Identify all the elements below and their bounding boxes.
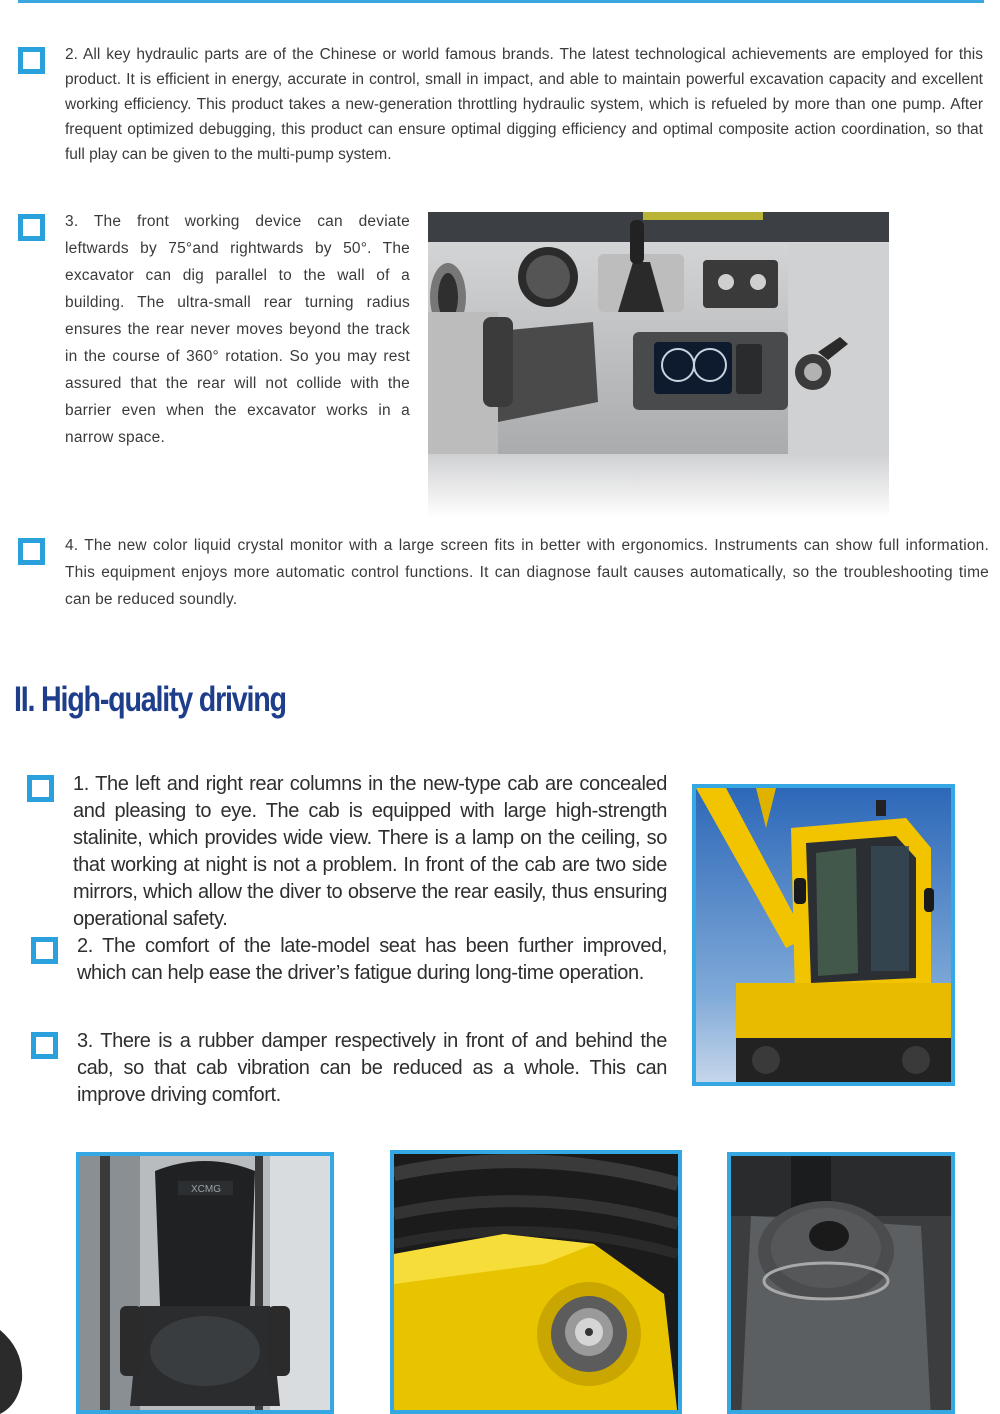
bullet-square-icon (27, 775, 54, 802)
bullet-square-icon (18, 538, 45, 565)
bullet-square-icon (18, 47, 45, 74)
bullet-square-icon (31, 1032, 58, 1059)
seat-comfort-paragraph: 2. The comfort of the late-model seat has been further improved, which can help ease the driver’s fatigue during long-time operation. (77, 935, 667, 984)
section-heading-driving: II. High-quality driving (14, 680, 286, 719)
pin-joint-photo (390, 1150, 682, 1414)
cab-dashboard-photo (428, 212, 889, 517)
front-device-paragraph: 3. The front working device can deviate leftwards by 75°and rightwards by 50°. The excavator can dig parallel to the wall of a building. The ultra-small rear turning radius ensures the rear never moves beyond the track in the course of 360° rotation. So you may rest assured that the rear will not collide with the barrier even when the excavator works in a narrow space. (65, 213, 410, 446)
edge-fragment-photo (0, 1330, 24, 1414)
top-divider-line (18, 0, 984, 3)
monitor-paragraph: 4. The new color liquid crystal monitor with a large screen fits in better with ergonomics. Instruments can show full information. This equipment enjoys more automatic control functions. It can diagnose fault causes automatically, so the troubleshooting time can be reduced soundly. (65, 537, 989, 608)
seat-logo-text: XCMG (191, 1184, 221, 1195)
cab-columns-paragraph: 1. The left and right rear columns in the new-type cab are concealed and pleasing to eye. The cab is equipped with large high-strength stalinite, which provides wide view. There is a lamp on the ceiling, so that working at night is not a problem. In front of the cab are two side mirrors, which allow the diver to observe the rear easily, thus ensuring operational safety. (73, 773, 667, 930)
seat-photo (76, 1152, 334, 1414)
rubber-damper-paragraph: 3. There is a rubber damper respectively in front of and behind the cab, so that cab vibration can be reduced as a whole. This can improve driving comfort. (77, 1030, 667, 1106)
bullet-square-icon (18, 214, 45, 241)
rubber-damper-photo (727, 1152, 955, 1414)
bullet-square-icon (31, 937, 58, 964)
hydraulic-parts-paragraph: 2. All key hydraulic parts are of the Chinese or world famous brands. The latest technological achievements are employed for this product. It is efficient in energy, accurate in control, small in impact, and able to maintain powerful excavation capacity and excellent working efficiency. This product takes a new-generation throttling hydraulic system, which is refueled by more than one pump. After frequent optimized debugging, this product can ensure optimal digging efficiency and optimal composite action coordination, so that full play can be given to the multi-pump system. (65, 46, 983, 163)
excavator-cab-photo (692, 784, 955, 1086)
